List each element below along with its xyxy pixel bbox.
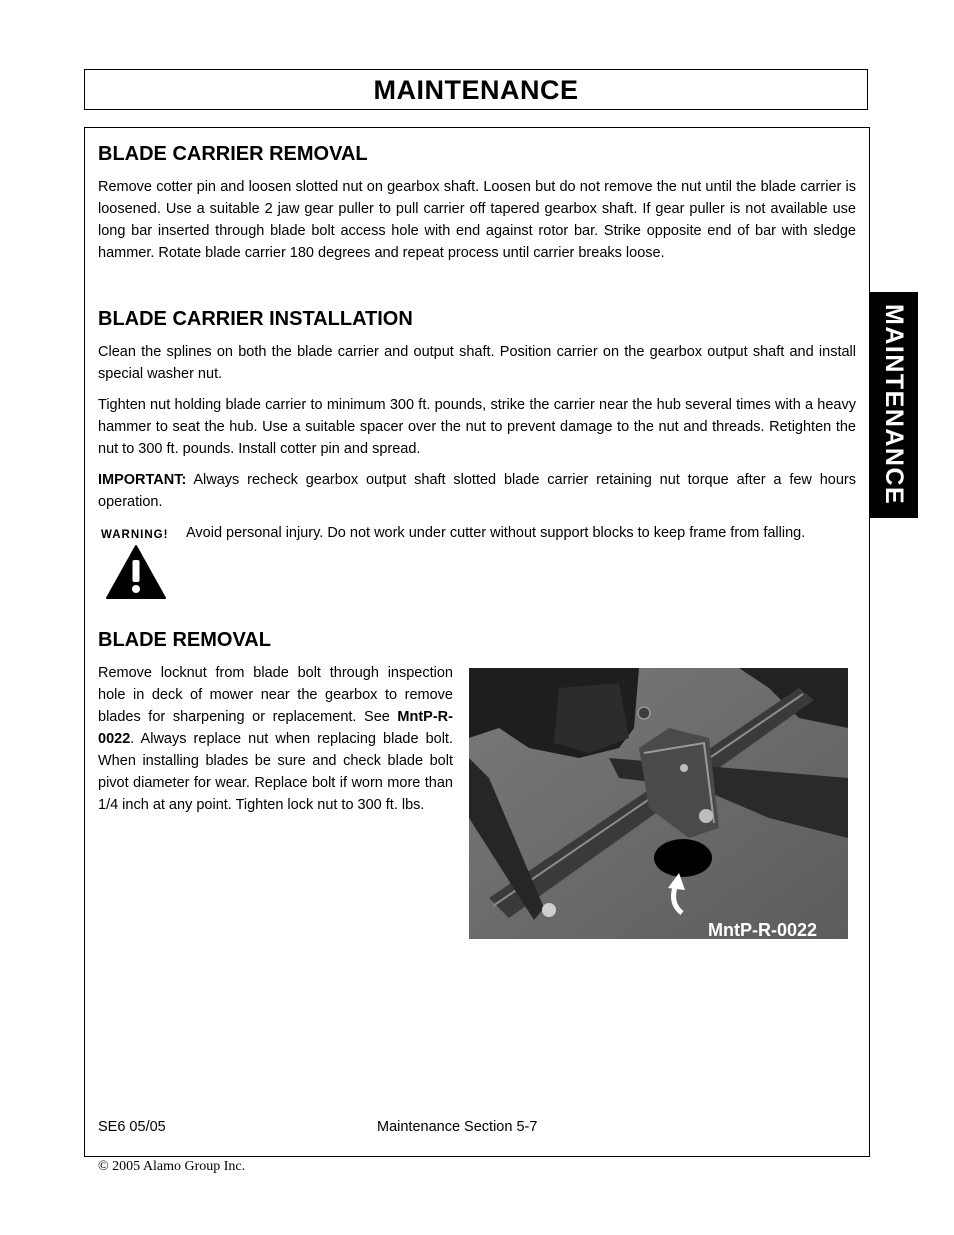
blade-removal-text-b: . Always replace nut when replacing blade bolt. When installing blades be sure and check blade bolt pivot diameter for wear. Replace bolt if worn more than 1/4 inch at any point. Tighten lock nut to 300 ft. lbs. — [98, 731, 453, 813]
side-tab-label: MAINTENANCE — [880, 304, 908, 506]
photo-illustration — [469, 668, 848, 939]
photo-reference: MntP-R-0022 — [98, 709, 453, 747]
warning-triangle-icon — [105, 544, 167, 600]
warning-text: Avoid personal injury. Do not work under cutter without support blocks to keep frame from falling. — [186, 525, 806, 541]
important-note — [98, 469, 856, 513]
footer-model-date: SE6 05/05 — [98, 1119, 166, 1135]
installation-para-2: Tighten nut holding blade carrier to minimum 300 ft. pounds, strike the carrier near the hub several times with a heavy hammer to seat the hub. Use a suitable spacer over the nut to prevent damage to the nut and threads. Retighten the nut to 300 ft. pounds. Install cotter pin and spread. — [98, 397, 856, 457]
warning-label: WARNING! — [101, 529, 169, 541]
page-title: MAINTENANCE — [373, 75, 579, 105]
installation-para-1: Clean the splines on both the blade carrier and output shaft. Position carrier on the gearbox output shaft and install special washer nut. — [98, 344, 856, 382]
section-heading-blade-removal: BLADE REMOVAL — [98, 629, 271, 651]
mower-deck-photo — [469, 668, 848, 939]
blade-removal-text-a: Remove locknut from blade bolt through inspection hole in deck of mower near the gearbox to remove blades for sharpening or replacement. See — [98, 665, 453, 725]
important-text: Always recheck gearbox output shaft slotted blade carrier retaining nut torque after a few hours operation. — [98, 472, 856, 510]
header-box — [84, 69, 868, 110]
section-heading-carrier-installation: BLADE CARRIER INSTALLATION — [98, 308, 413, 330]
copyright: © 2005 Alamo Group Inc. — [98, 1159, 246, 1174]
photo-caption: MntP-R-0022 — [708, 920, 818, 940]
section-heading-carrier-removal: BLADE CARRIER REMOVAL — [98, 143, 368, 165]
side-tab — [869, 292, 918, 518]
carrier-removal-text: Remove cotter pin and loosen slotted nut on gearbox shaft. Loosen but do not remove the nut until the blade carrier is loosened. Use a suitable 2 jaw gear puller to pull carrier off tapered gearbox shaft. If gear puller is not available use long bar inserted through blade bolt access hole with end against rotor bar. Strike opposite end of bar with sledge hammer. Rotate blade carrier 180 degrees and repeat process until carrier breaks loose. — [98, 179, 856, 261]
footer-section: Maintenance Section 5-7 — [377, 1119, 538, 1135]
blade-removal-text — [98, 662, 453, 816]
important-label: IMPORTANT: — [98, 472, 187, 488]
